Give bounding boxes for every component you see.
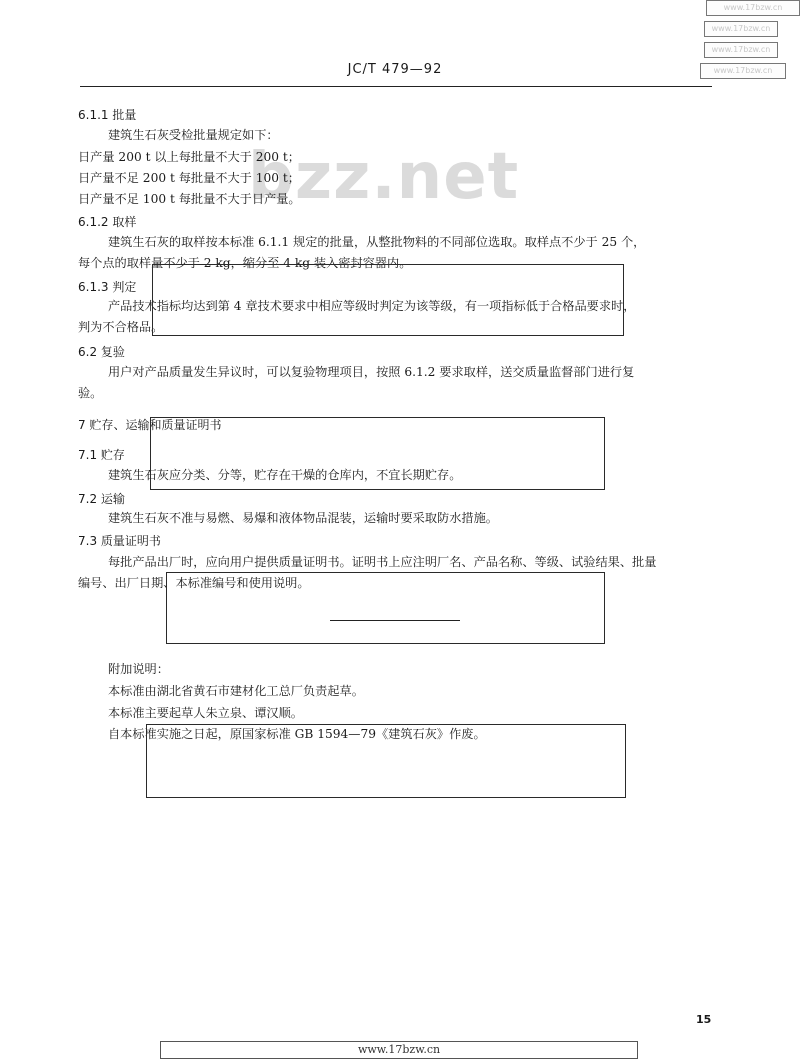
section-heading: 6.1.1 批量 — [78, 108, 137, 122]
body-line: 产品技术指标均达到第 4 章技术要求中相应等级时判定为该等级，有一项指标低于合格品要求时， — [108, 299, 636, 313]
body-line: 日产量不足 200 t 每批量不大于 100 t； — [78, 171, 300, 185]
corner-stamps — [698, 0, 798, 84]
section-heading: 7.1 贮存 — [78, 448, 125, 462]
body-line: 建筑生石灰应分类、分等，贮存在干燥的仓库内，不宜长期贮存。 — [108, 468, 462, 482]
annotation-box — [146, 724, 626, 798]
appendix-line: 自本标准实施之日起，原国家标准 GB 1594—79《建筑石灰》作废。 — [108, 727, 486, 741]
body-line: 建筑生石灰的取样按本标准 6.1.1 规定的批量，从整批物料的不同部位选取。取样点不少于 25 个， — [108, 235, 646, 249]
appendix-line: 本标准由湖北省黄石市建材化工总厂负责起草。 — [108, 684, 364, 698]
body-line: 编号、出厂日期、本标准编号和使用说明。 — [78, 576, 310, 590]
body-line: 建筑生石灰受检批量规定如下： — [108, 128, 279, 142]
annotation-box — [152, 264, 624, 336]
corner-stamp: www.17bzw.cn — [700, 63, 786, 79]
section-heading: 7.2 运输 — [78, 492, 125, 506]
annotation-box — [150, 417, 605, 490]
chapter-heading: 7 贮存、运输和质量证明书 — [78, 418, 222, 432]
body-line: 每批产品出厂时，应向用户提供质量证明书。证明书上应注明厂名、产品名称、等级、试验结果、批量 — [108, 555, 657, 569]
watermark: bzz.net — [248, 140, 520, 214]
corner-stamp: www.17bzw.cn — [706, 0, 800, 16]
page-number: 15 — [696, 1013, 712, 1026]
section-heading: 6.2 复验 — [78, 345, 125, 359]
body-line: 判为不合格品。 — [78, 320, 164, 334]
standard-code-header: JC/T 479—92 — [347, 62, 443, 77]
body-line: 验。 — [78, 386, 103, 400]
appendix-line: 本标准主要起草人朱立泉、谭汉顺。 — [108, 706, 303, 720]
body-line: 日产量 200 t 以上每批量不大于 200 t； — [78, 150, 300, 164]
section-heading: 6.1.2 取样 — [78, 215, 137, 229]
end-rule — [330, 620, 460, 621]
corner-stamp: www.17bzw.cn — [704, 21, 778, 37]
header-rule — [80, 86, 712, 87]
footer-banner: www.17bzw.cn — [160, 1041, 638, 1059]
body-line: 日产量不足 100 t 每批量不大于日产量。 — [78, 192, 301, 206]
appendix-title: 附加说明： — [108, 662, 169, 676]
body-line: 每个点的取样量不少于 2 kg，缩分至 4 kg 装入密封容器内。 — [78, 256, 412, 270]
annotation-box — [166, 572, 605, 644]
body-line: 用户对产品质量发生异议时，可以复验物理项目，按照 6.1.2 要求取样，送交质量监督部门进行复 — [108, 365, 635, 379]
section-heading: 6.1.3 判定 — [78, 280, 137, 294]
body-line: 建筑生石灰不准与易燃、易爆和液体物品混装，运输时要采取防水措施。 — [108, 511, 498, 525]
section-heading: 7.3 质量证明书 — [78, 534, 161, 548]
corner-stamp: www.17bzw.cn — [704, 42, 778, 58]
